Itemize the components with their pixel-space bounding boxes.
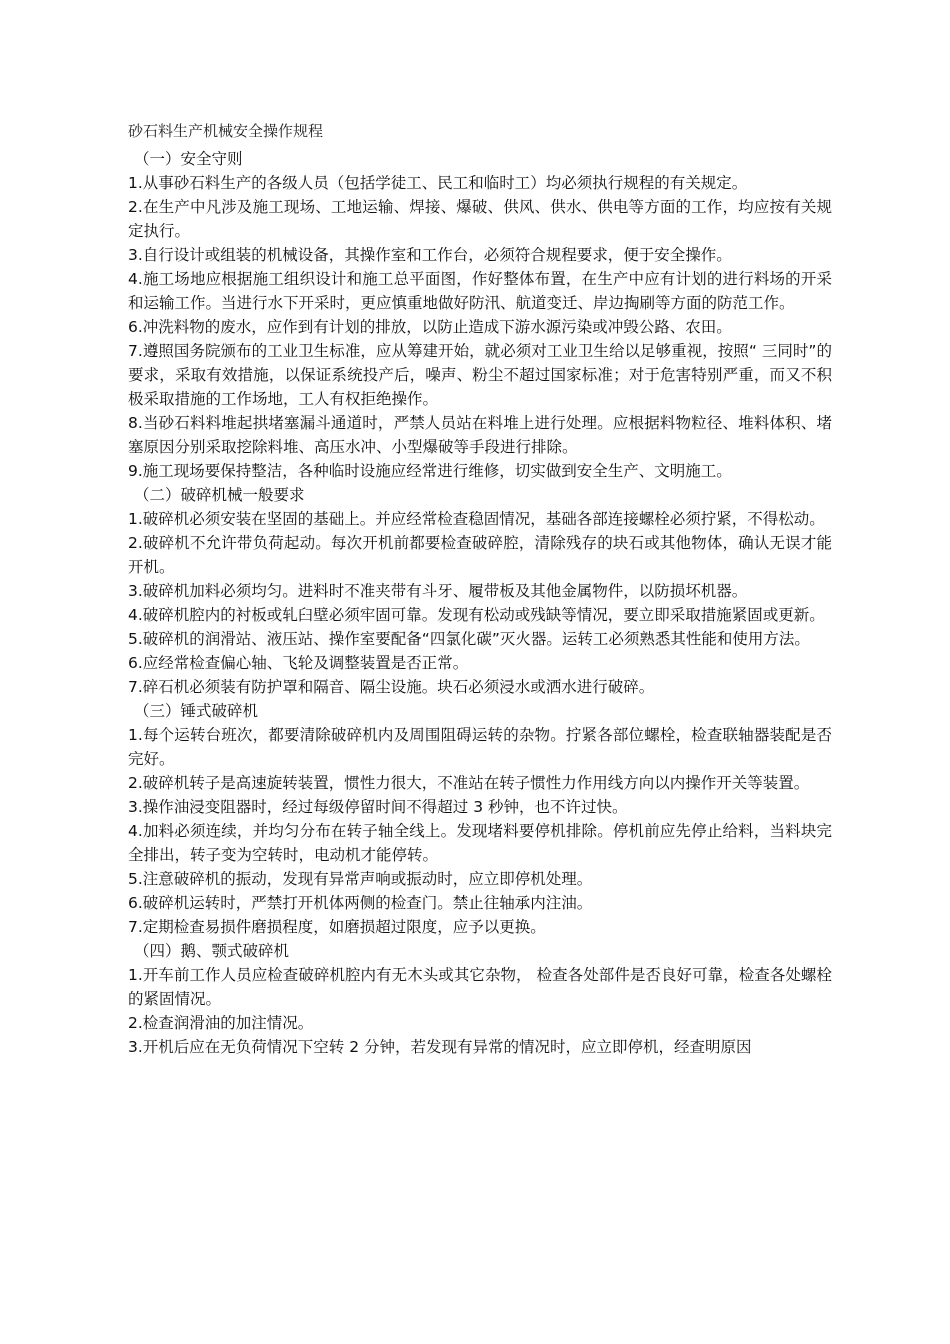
rule-item: 3.自行设计或组装的机械设备，其操作室和工作台，必须符合规程要求，便于安全操作。 — [128, 246, 732, 264]
rule-item: 1.破碎机必须安装在坚固的基础上。并应经常检查稳固情况，基础各部连接螺栓必须拧紧，不得松动。 — [128, 510, 825, 528]
rule-item: 4.加料必须连续，并均匀分布在转子轴全线上。发现堵料要停机排除。停机前应先停止给料，当料块完全排出，转子变为空转时，电动机才能停转。 — [128, 822, 832, 864]
section-heading: （三）锤式破碎机 — [134, 702, 259, 720]
rule-item: 5.注意破碎机的振动，发现有异常声响或振动时，应立即停机处理。 — [128, 870, 593, 888]
rule-item: 2.破碎机不允许带负荷起动。每次开机前都要检查破碎腔，清除残存的块石或其他物体，确认无误才能开机。 — [128, 534, 832, 576]
section — [128, 483, 832, 699]
section — [128, 699, 832, 939]
rule-item: 4.破碎机腔内的衬板或轧臼壁必须牢固可靠。发现有松动或残缺等情况，要立即采取措施紧固或更新。 — [128, 606, 825, 624]
rule-item: 3.操作油浸变阻器时，经过每级停留时间不得超过 3 秒钟，也不许过快。 — [128, 798, 628, 816]
rule-item: 1.每个运转台班次，都要清除破碎机内及周围阻碍运转的杂物。拧紧各部位螺栓，检查联轴器装配是否完好。 — [128, 726, 832, 768]
section-heading: （二）破碎机械一般要求 — [134, 486, 305, 504]
rule-item: 7.遵照国务院颁布的工业卫生标准，应从筹建开始，就必须对工业卫生给以足够重视，按照“ 三同时”的要求，采取有效措施，以保证系统投产后，噪声、粉尘不超过国家标准；对于危害特别严重，而又不积极采取措施的工作场地，工人有权拒绝操作。 — [128, 342, 832, 408]
rule-item: 4.施工场地应根据施工组织设计和施工总平面图，作好整体布置，在生产中应有计划的进行料场的开采和运输工作。当进行水下开采时，更应慎重地做好防汛、航道变迁、岸边掏刷等方面的防范工作。 — [128, 270, 832, 312]
rule-item: 3.开机后应在无负荷情况下空转 2 分钟，若发现有异常的情况时，应立即停机，经查明原因 — [128, 1038, 752, 1056]
document-body — [128, 147, 832, 1059]
rule-item: 6.应经常检查偏心轴、飞轮及调整装置是否正常。 — [128, 654, 469, 672]
rule-item: 6.破碎机运转时，严禁打开机体两侧的检查门。禁止往轴承内注油。 — [128, 894, 593, 912]
rule-item: 7.碎石机必须装有防护罩和隔音、隔尘设施。块石必须浸水或洒水进行破碎。 — [128, 678, 655, 696]
rule-item: 5.破碎机的润滑站、液压站、操作室要配备“四氯化碳”灭火器。运转工必须熟悉其性能和使用方法。 — [128, 630, 810, 648]
rule-item: 6.冲洗料物的废水，应作到有计划的排放，以防止造成下游水源污染或冲毁公路、农田。 — [128, 318, 732, 336]
rule-item: 1.从事砂石料生产的各级人员（包括学徒工、民工和临时工）均必须执行规程的有关规定。 — [128, 174, 748, 192]
rule-item: 7.定期检查易损件磨损程度，如磨损超过限度，应予以更换。 — [128, 918, 546, 936]
rule-item: 1.开车前工作人员应检查破碎机腔内有无木头或其它杂物， 检查各处部件是否良好可靠，检查各处螺栓的紧固情况。 — [128, 966, 832, 1008]
rule-item: 3.破碎机加料必须均匀。进料时不准夹带有斗牙、履带板及其他金属物件，以防损坏机器。 — [128, 582, 748, 600]
section — [128, 147, 832, 483]
rule-item: 2.破碎机转子是高速旋转装置，惯性力很大，不准站在转子惯性力作用线方向以内操作开关等装置。 — [128, 774, 810, 792]
rule-item: 2.在生产中凡涉及施工现场、工地运输、焊接、爆破、供风、供水、供电等方面的工作，均应按有关规定执行。 — [128, 198, 832, 240]
rule-item: 8.当砂石料料堆起拱堵塞漏斗通道时，严禁人员站在料堆上进行处理。应根据料物粒径、堆料体积、堵塞原因分别采取挖除料堆、高压水冲、小型爆破等手段进行排除。 — [128, 414, 832, 456]
section — [128, 939, 832, 1059]
document-page — [128, 118, 832, 1059]
document-title: 砂石料生产机械安全操作规程 — [128, 122, 324, 140]
rule-item: 9.施工现场要保持整洁，各种临时设施应经常进行维修，切实做到安全生产、文明施工。 — [128, 462, 732, 480]
rule-item: 2.检查润滑油的加注情况。 — [128, 1014, 314, 1032]
section-heading: （一）安全守则 — [134, 150, 243, 168]
section-heading: （四）鹅、颚式破碎机 — [134, 942, 290, 960]
